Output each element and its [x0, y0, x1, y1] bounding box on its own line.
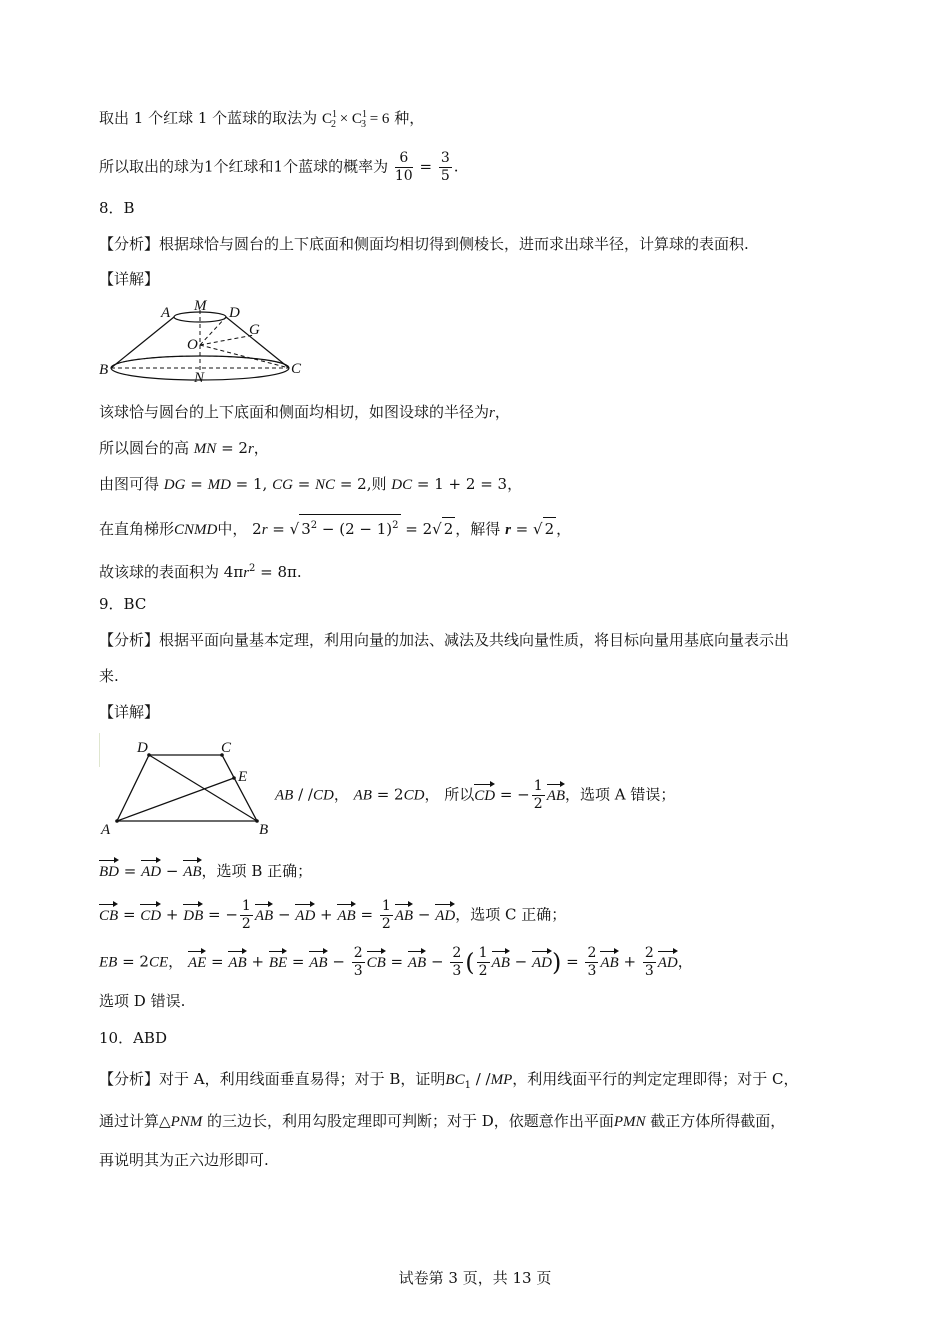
q9-answer: 9．BC [99, 595, 147, 613]
q10-analysis-2: 通过计算△PNM 的三边长，利用勾股定理即可判断；对于 D，依题意作出平面PMN 截正方体所得截面， [99, 1112, 786, 1130]
q8-step-1: 该球恰与圆台的上下底面和侧面均相切，如图设球的半径为r， [99, 403, 510, 421]
label-B: B [99, 362, 109, 378]
line-combination: 取出 1 个红球 1 个蓝球的取法为 $C^1_2 \times C^1_3 = 6$ 种， [99, 109, 425, 130]
q10-answer: 10．ABD [99, 1029, 167, 1047]
q8-step-5: 故该球的表面积为 $4\pi r^2 = 8\pi$. [99, 563, 302, 581]
q9-analysis: 【分析】根据平面向量基本定理，利用向量的加法、减法及共线向量性质，将目标向量用基底向量表示出 [99, 631, 790, 649]
formula-combination: $C^1_2 \times C^1_3 = 6$ [321, 109, 390, 130]
label-D: D [137, 740, 148, 756]
q8-step-3: 由图可得 DG = MD = 1, CG = NC = 2,则 DC = 1 + 2 = 3， [99, 475, 523, 493]
fraction-3-5: $\frac{3}{5}$ [440, 150, 450, 184]
q9-step-5: 选项 D 错误. [99, 992, 186, 1010]
label-B: B [259, 822, 269, 838]
label-G: G [249, 322, 260, 338]
label-A: A [101, 822, 111, 838]
label-D: D [229, 305, 240, 321]
label-N: N [194, 370, 205, 386]
fraction-6-10: $\frac{6}{10}$ [394, 150, 413, 184]
frustum-sphere-figure [99, 298, 319, 388]
q8-analysis: 【分析】根据球恰与圆台的上下底面和侧面均相切得到侧棱长，进而求出球半径，计算球的表面积. [99, 235, 749, 253]
q10-analysis-1: 【分析】对于 A，利用线面垂直易得；对于 B，证明$BC_1 / /MP$，利用线面平行的判定定理即得；对于 C， [99, 1070, 799, 1091]
q9-step-1: AB / /CD， AB = 2CD， 所以CD = − $\frac{1}{2}$ AB，选项 A 错误； [275, 778, 676, 812]
q9-step-4: EB = 2CE， AE = AB + BE = AB − $\frac{2}{3}$ CB = AB − $\frac{2}{3}$ ( $\frac{1}{2}$ AB − AD) = $\frac{2}{3}$ AB + $\frac{2}{3}$ AD， [99, 945, 693, 979]
label-O: O [187, 337, 198, 353]
page-footer: 试卷第 3 页，共 13 页 [398, 1269, 552, 1287]
label-E: E [238, 769, 248, 785]
q9-step-2: BD = AD − AB，选项 B 正确； [99, 858, 312, 883]
q8-detail-heading: 【详解】 [99, 270, 160, 288]
line-probability: 所以取出的球为1个红球和1个蓝球的概率为 $\frac{6}{10}$ = $\frac{3}{5}$ . [99, 150, 459, 184]
label-C: C [221, 740, 232, 756]
label-C: C [291, 361, 302, 377]
q9-detail-heading: 【详解】 [99, 703, 160, 721]
q8-step-2: 所以圆台的高 MN = 2r， [99, 439, 269, 457]
q9-analysis-cont: 来. [99, 667, 119, 685]
q10-analysis-3: 再说明其为正六边形即可. [99, 1151, 269, 1169]
trapezoid-figure [99, 735, 279, 840]
q8-step-4: 在直角梯形CNMD中， 2r = √ $3^2 - (2 - 1)^2 = 2√$ 2 ，解得 r = √ 2 ， [99, 514, 571, 541]
q8-answer: 8．B [99, 199, 135, 217]
label-A: A [161, 305, 171, 321]
q9-step-3: CB = CD + DB = − $\frac{1}{2}$ AB − AD + AB = $\frac{1}{2}$ AB − AD，选项 C 正确； [99, 898, 567, 932]
label-M: M [194, 298, 207, 314]
